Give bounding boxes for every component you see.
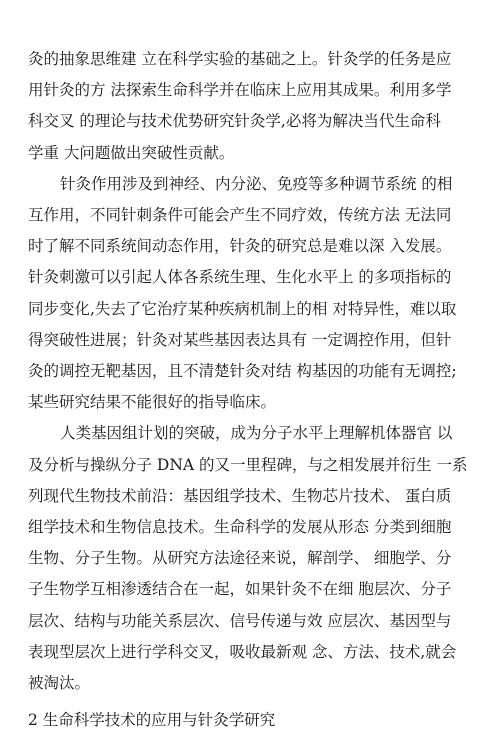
text-line: 灸的抽象思维建 立在科学实验的基础之上。针灸学的任务是应 bbox=[28, 50, 452, 68]
text-line: 学重 大问题做出突破性贡献。 bbox=[28, 143, 235, 162]
text-line: 针灸作用涉及到神经、内分泌、免疫等多种调节系统 的相 bbox=[60, 174, 453, 193]
text-line: 人类基因组计划的突破，成为分子水平上理解机体器官 以 bbox=[60, 424, 453, 443]
text-line: 某些研究结果不能很好的指导临床。 bbox=[28, 393, 277, 412]
text-line: 时了解不同系统间动态作用，针灸的研究总是难以深 入发展。 bbox=[28, 237, 452, 256]
text-line: 灸的调控无靶基因，且不清楚针灸对结 构基因的功能有无调控; bbox=[28, 362, 457, 380]
text-line: 科交叉 的理论与技术优势研究针灸学,必将为解决当代生命科 bbox=[28, 112, 441, 131]
text-line: 被淘汰。 bbox=[28, 674, 91, 692]
text-line: 用针灸的方 法探索生命科学并在临床上应用其成果。利用多学 bbox=[28, 81, 452, 100]
text-line: 表现型层次上进行学科交叉，吸收最新观 念、方法、技术,就会 bbox=[28, 642, 457, 661]
text-line: 互作用，不同针刺条件可能会产生不同疗效，传统方法 无法同 bbox=[28, 206, 452, 224]
text-line: 列现代生物技术前沿：基因组学技术、生物芯片技术、 蛋白质 bbox=[28, 486, 452, 505]
text-line: 同步变化,失去了它治疗某种疾病机制上的相 对特异性，难以取 bbox=[28, 299, 457, 318]
text-line: 得突破性进展；针灸对某些基因表达具有 一定调控作用，但针 bbox=[28, 330, 452, 349]
text-line: 组学技术和生物信息技术。生命科学的发展从形态 分类到细胞 bbox=[28, 518, 452, 536]
text-line: 层次、结构与功能关系层次、信号传递与效 应层次、基因型与 bbox=[28, 611, 452, 630]
text-line: 生物、分子生物。从研究方法途径来说，解剖学、 细胞学、分 bbox=[28, 549, 452, 568]
text-line: 及分析与操纵分子 DNA 的又一里程碑，与之相发展并衍生 一系 bbox=[28, 455, 468, 474]
section-heading: 2 生命科学技术的应用与针灸学研究 bbox=[28, 711, 276, 730]
text-line: 子生物学互相渗透结合在一起，如果针灸不在细 胞层次、分子 bbox=[28, 580, 452, 599]
text-line: 针灸刺激可以引起人体各系统生理、生化水平上 的多项指标的 bbox=[28, 268, 452, 287]
